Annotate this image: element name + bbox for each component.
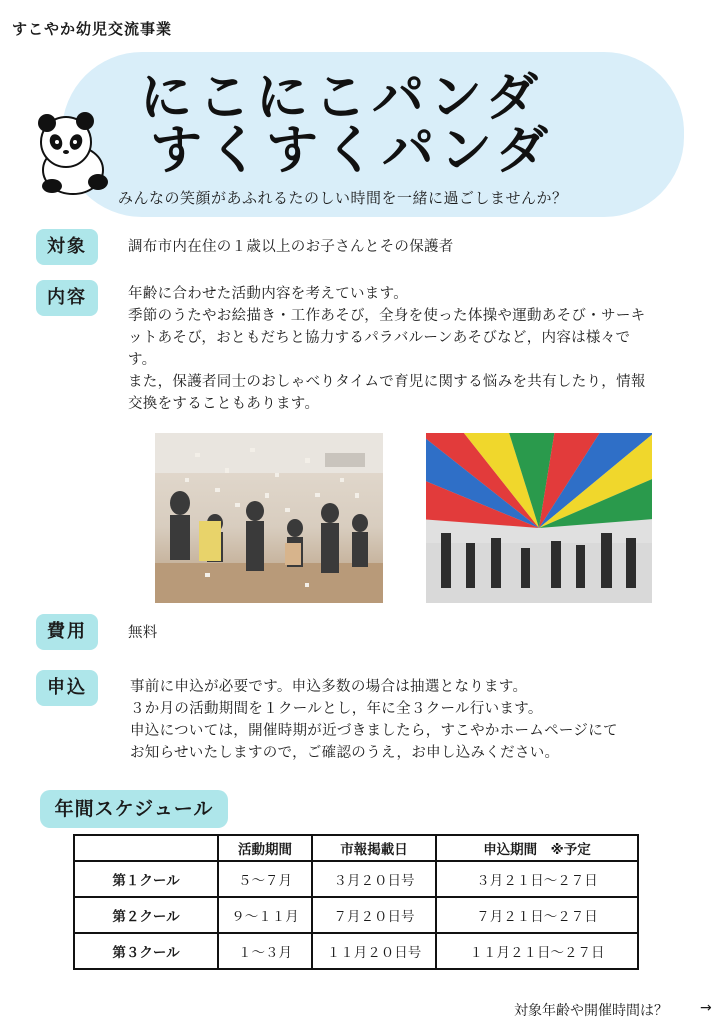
content-label: 内容 <box>36 280 98 316</box>
arrow-right-icon[interactable]: → <box>700 1000 712 1016</box>
apply-line: ３か月の活動期間を１クールとし，年に全３クール行います。 <box>130 701 543 717</box>
header-cell: 活動期間 <box>218 835 312 861</box>
row-label: 第２クール <box>74 897 218 933</box>
organization-name: すこやか幼児交流事業 <box>12 20 173 38</box>
tagline: みんなの笑顔があふれるたのしい時間を一緒に過ごしませんか？ <box>118 189 568 207</box>
header-cell: 市報掲載日 <box>312 835 436 861</box>
target-label: 対象 <box>36 229 98 265</box>
table-cell: ９〜１１月 <box>218 897 312 933</box>
table-cell: １１月２０日号 <box>312 933 436 969</box>
schedule-label: 年間スケジュール <box>40 790 228 828</box>
table-cell: ３月２１日〜２７日 <box>436 861 638 897</box>
content-line: 交換をすることもあります。 <box>128 396 320 412</box>
apply-line: 申込については，開催時期が近づきましたら，すこやかホームページにて <box>130 723 618 739</box>
content-line: す。 <box>128 352 157 368</box>
table-row <box>74 933 638 969</box>
content-line: ットあそび，おともだちと協力するパラバルーンあそびなど，内容は様々で <box>128 330 631 346</box>
table-row <box>74 861 638 897</box>
schedule-table <box>73 834 639 970</box>
table-cell: １〜３月 <box>218 933 312 969</box>
table-cell: ７月２０日号 <box>312 897 436 933</box>
table-header-row <box>74 835 638 861</box>
content-line: 年齢に合わせた活動内容を考えています。 <box>128 286 409 302</box>
table-cell: １１月２１日〜２７日 <box>436 933 638 969</box>
header-cell <box>74 835 218 861</box>
title-line-2: すくすくパンダ <box>150 121 554 181</box>
panda-icon <box>36 112 110 196</box>
row-label: 第３クール <box>74 933 218 969</box>
target-text: 調布市内在住の１歳以上のお子さんとその保護者 <box>128 239 454 255</box>
header-cell: 申込期間 ※予定 <box>436 835 638 861</box>
apply-label: 申込 <box>36 670 98 706</box>
table-cell: ３月２０日号 <box>312 861 436 897</box>
content-line: 季節のうたやお絵描き・工作あそび，全身を使った体操や運動あそび・サーキ <box>128 308 646 324</box>
fee-text: 無料 <box>128 625 158 641</box>
activity-photo-confetti <box>155 433 383 603</box>
activity-photo-parachute <box>426 433 652 603</box>
apply-line: 事前に申込が必要です。申込多数の場合は抽選となります。 <box>130 679 528 695</box>
row-label: 第１クール <box>74 861 218 897</box>
table-row <box>74 897 638 933</box>
next-page-link[interactable]: 対象年齢や開催時間は？ <box>514 1003 668 1019</box>
content-line: また，保護者同士のおしゃべりタイムで育児に関する悩みを共有したり，情報 <box>128 374 646 390</box>
table-cell: ５〜７月 <box>218 861 312 897</box>
content-text <box>128 283 646 415</box>
apply-line: お知らせいたしますので，ご確認のうえ，お申し込みください。 <box>130 745 560 761</box>
apply-text <box>130 676 618 764</box>
fee-label: 費用 <box>36 614 98 650</box>
table-cell: ７月２１日〜２７日 <box>436 897 638 933</box>
title-line-1: にこにこパンダ <box>140 68 544 128</box>
